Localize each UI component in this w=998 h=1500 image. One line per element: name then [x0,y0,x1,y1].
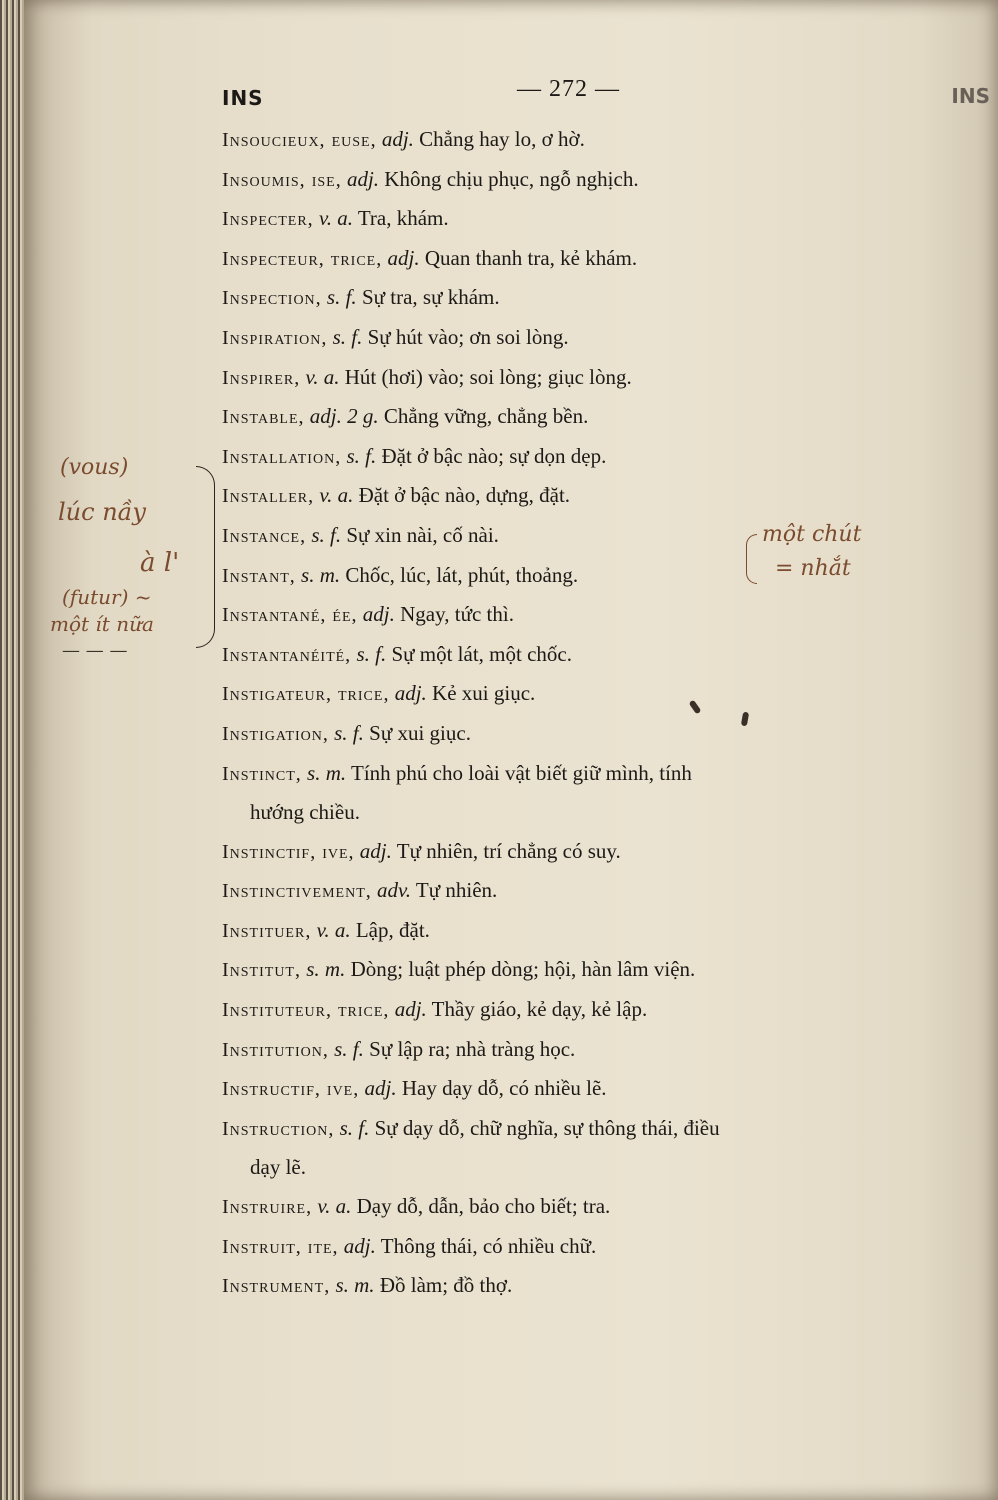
grammar-tag: adj. [382,245,420,270]
grammar-tag: adv. [371,878,412,903]
headword: Instance, [222,524,307,547]
grammar-tag: v. a. [311,917,351,942]
headword: Institut, [222,959,301,982]
entry [222,160,932,200]
grammar-tag: adj. [338,1233,376,1258]
feminine-form: trice, [332,683,390,706]
margin-note-vous: (vous) [60,455,129,480]
definition: Đặt ở bậc nào, dựng, đặt. [353,483,571,508]
definition: Kẻ xui giục. [426,681,536,706]
definition: Thông thái, có nhiều chữ. [375,1233,597,1258]
feminine-form: trice, [324,247,383,270]
headword: Inspection, [222,287,322,310]
definition: dạy lẽ. [250,1155,306,1180]
entry [222,871,932,911]
definition: hướng chiều. [250,800,360,825]
dictionary-entries [222,120,932,1306]
grammar-tag: s. f. [328,720,364,745]
entry [222,674,932,714]
margin-note-mot-it-nua: một ít nữa [50,612,154,636]
definition: Dòng; luật phép dòng; hội, hàn lâm viện. [345,957,696,982]
grammar-tag: v. a. [312,1194,352,1219]
feminine-form: ée, [326,604,358,627]
headword: Instable, [222,406,305,429]
definition: Lập, đặt. [350,917,430,942]
headword: Installation, [222,445,342,468]
headword: Insoumis, [222,168,306,191]
definition: Chốc, lúc, lát, phút, thoảng. [340,562,579,587]
headword: Inspecter, [222,208,314,231]
headword: Instigateur, [222,683,332,706]
entry [222,358,932,398]
headword: Instant, [222,564,296,587]
headword: Instituteur, [222,999,332,1022]
definition: Sự dạy dỗ, chữ nghĩa, sự thông thái, điều [369,1115,720,1140]
grammar-tag: s. m. [301,760,347,785]
grammar-tag: adj. [389,681,427,706]
entry [222,1266,932,1306]
entry [222,911,932,951]
entry [222,1030,932,1070]
entry [222,635,932,675]
headword: Instinct, [222,762,302,785]
definition: Thầy giáo, kẻ dạy, kẻ lập. [426,997,648,1022]
grammar-tag: adj. [341,166,380,191]
grammar-tag: adj. [359,1076,397,1101]
entry-continuation [222,1148,932,1187]
headword: Instrument, [222,1275,331,1298]
feminine-form: ise, [305,168,342,191]
definition: Sự hút vào; ơn soi lòng. [362,324,569,349]
margin-note-dashes: — — — [62,640,128,661]
headword: Instantanéité, [222,643,352,666]
entry [222,1187,932,1227]
feminine-form: euse, [325,129,377,151]
grammar-tag: s. f. [351,641,387,666]
feminine-form: ite, [301,1235,339,1258]
headword: Inspiration, [222,326,328,349]
definition: Tự nhiên, trí chẳng có suy. [391,838,621,863]
definition: Tra, khám. [352,206,449,231]
entry [222,199,932,239]
headword: Instigation, [222,722,329,745]
page-number: — 272 — [517,76,620,102]
grammar-tag: adj. [357,602,395,627]
headword: Instituer, [222,919,312,942]
definition: Chẳng vững, chẳng bền. [378,404,589,429]
grammar-tag: adj. [354,838,392,863]
entry [222,318,932,358]
headword: Instinctivement, [222,880,372,903]
definition: Đồ làm; đồ thợ. [374,1273,513,1298]
headword: Instruire, [222,1196,313,1219]
entry [222,714,932,754]
grammar-tag: v. a. [314,483,354,508]
grammar-tag: s. f. [327,324,363,349]
feminine-form: ive, [316,840,355,863]
headword: Instruction, [222,1117,335,1140]
grammar-tag: s. m. [295,562,341,587]
margin-note-a-l: à l' [140,548,180,578]
entry [222,278,932,318]
book-gutter [0,0,24,1500]
entry [222,120,932,160]
definition: Sự lập ra; nhà tràng học. [363,1036,576,1061]
headword: Inspecteur, [222,247,325,270]
entry [222,397,932,437]
entry [222,437,932,477]
definition: Sự xui giục. [363,720,471,745]
headword: Institution, [222,1038,329,1061]
running-head-right: INS [951,84,990,108]
entry [222,950,932,990]
headword: Instruit, [222,1235,302,1258]
entry [222,990,932,1030]
headword: Instinctif, [222,840,317,863]
definition: Dạy dỗ, dẫn, bảo cho biết; tra. [351,1194,611,1219]
headword: Instantané, [222,604,327,627]
grammar-tag: s. m. [300,957,346,982]
definition: Chẳng hay lo, ơ hờ. [413,127,585,151]
entry [222,1109,932,1149]
entry-continuation [222,793,932,832]
definition: Sự tra, sự khám. [356,285,500,310]
entry [222,754,932,794]
feminine-form: trice, [331,999,390,1022]
grammar-tag: s. f. [334,1115,370,1140]
margin-note-mot-chut: một chút [762,522,862,547]
margin-note-futur: (futur) ~ [62,585,152,609]
grammar-tag: s. f. [328,1036,364,1061]
grammar-tag: s. f. [321,285,357,310]
grammar-tag: s. f. [341,443,377,468]
definition: Sự một lát, một chốc. [386,641,572,666]
entry [222,1227,932,1267]
grammar-tag: adj. 2 g. [304,404,379,429]
margin-note-luc-nay: lúc nầy [58,498,146,526]
definition: Đặt ở bậc nào; sự dọn dẹp. [376,443,607,468]
entry [222,832,932,872]
grammar-tag: v. a. [300,364,340,389]
entry [222,595,932,635]
margin-note-nhat: = nhắt [775,556,851,581]
headword: Insoucieux, [222,129,326,151]
grammar-tag: s. f. [306,522,342,547]
running-head-left: INS [222,86,264,110]
definition: Hút (hơi) vào; soi lòng; giục lòng. [339,364,632,389]
entry [222,1069,932,1109]
grammar-tag: adj. [389,997,427,1022]
feminine-form: ive, [320,1078,360,1101]
grammar-tag: s. m. [330,1273,375,1298]
margin-brace-right [746,534,757,584]
grammar-tag: v. a. [313,206,353,231]
headword: Instructif, [222,1078,321,1101]
definition: Tính phú cho loài vật biết giữ mình, tính [346,760,692,785]
definition: Không chịu phục, ngỗ nghịch. [379,166,639,191]
entry [222,476,932,516]
definition: Quan thanh tra, kẻ khám. [419,245,638,270]
definition: Sự xin nài, cố nài. [341,522,499,547]
definition: Tự nhiên. [411,878,498,903]
headword: Installer, [222,485,315,508]
margin-brace-left [196,466,215,648]
definition: Ngay, tức thì. [394,602,514,627]
grammar-tag: adj. [376,127,414,151]
headword: Inspirer, [222,366,301,389]
entry [222,239,932,279]
definition: Hay dạy dỗ, có nhiều lẽ. [396,1076,607,1101]
